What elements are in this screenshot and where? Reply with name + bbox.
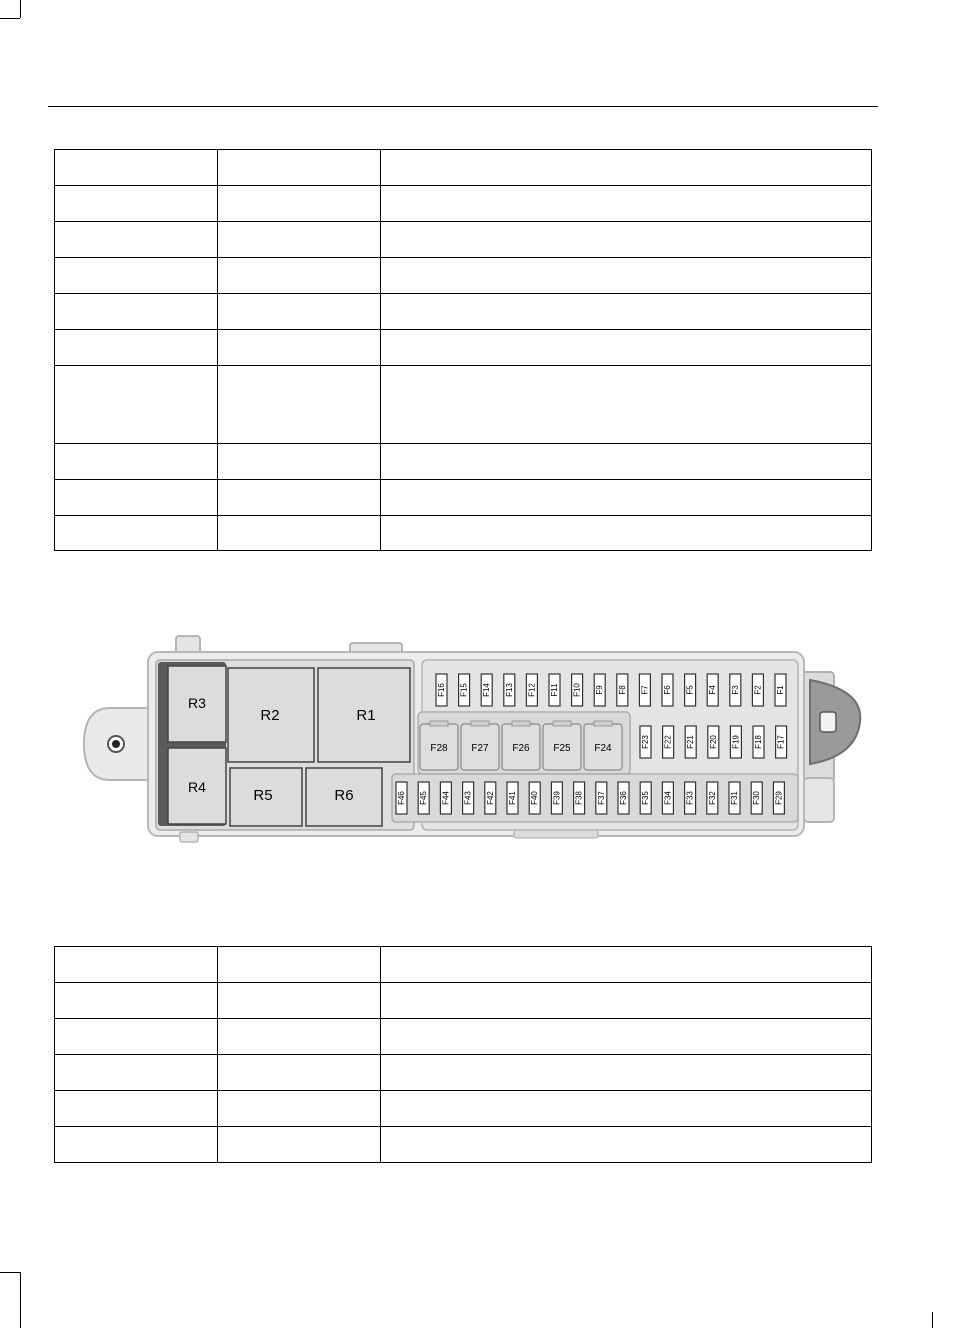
- fuse-label: F7: [640, 685, 650, 695]
- fuse-label: F25: [553, 743, 571, 754]
- fuse: [617, 674, 628, 706]
- right-foot: [804, 778, 834, 822]
- fuse-label: F44: [441, 791, 451, 805]
- table-row: [55, 516, 872, 551]
- fuse: [481, 674, 492, 706]
- fuse: [707, 782, 718, 814]
- table-cell: [55, 1127, 218, 1163]
- table-row: [55, 366, 872, 444]
- fuse: [685, 674, 696, 706]
- table-row: [55, 1055, 872, 1091]
- table-cell: [55, 1091, 218, 1127]
- fuse-large: [502, 721, 540, 770]
- table-cell: [381, 516, 872, 551]
- fuse-label: F14: [482, 683, 492, 697]
- fuse-label: F15: [459, 683, 469, 697]
- fuse: [436, 674, 447, 706]
- fuse-label: F32: [707, 791, 717, 805]
- fuse: [418, 782, 429, 814]
- fuse-label: F40: [530, 791, 540, 805]
- table-cell: [55, 258, 218, 294]
- fuse-label: F23: [641, 735, 650, 749]
- fuse-label: F18: [754, 735, 763, 749]
- table-cell: [55, 294, 218, 330]
- table-cell: [218, 258, 381, 294]
- table-cell: [55, 150, 218, 186]
- fuse-label: F46: [397, 791, 406, 805]
- fuse-label: F35: [641, 791, 651, 805]
- fuse: [708, 726, 719, 758]
- fuse-label: F31: [730, 791, 739, 805]
- fuse: [751, 782, 762, 814]
- table-row: [55, 480, 872, 516]
- table-row: [55, 222, 872, 258]
- relay-r4: [168, 748, 226, 824]
- fuse-label: F28: [430, 743, 448, 754]
- bottom-clip: [514, 830, 598, 838]
- fuse-label: F21: [686, 735, 696, 749]
- crop-mark: [0, 18, 20, 19]
- fuse: [685, 726, 696, 758]
- table-cell: [381, 222, 872, 258]
- fuse: [639, 674, 650, 706]
- fuse-label: F5: [685, 685, 695, 695]
- fuse: [707, 674, 718, 706]
- fuse-label: F24: [594, 743, 612, 754]
- fuse-label: F34: [663, 791, 673, 805]
- fuse-table-top: [54, 149, 872, 551]
- table-cell: [55, 983, 218, 1019]
- fuse-label: F12: [527, 683, 537, 697]
- fuse-label: F27: [471, 743, 489, 754]
- table-cell: [55, 444, 218, 480]
- fuse: [463, 782, 474, 814]
- fuse: [685, 782, 696, 814]
- crop-mark: [0, 1272, 20, 1273]
- table-cell: [381, 330, 872, 366]
- table-cell: [55, 1055, 218, 1091]
- fuse-table-bottom: [54, 946, 872, 1163]
- table-cell: [218, 444, 381, 480]
- table-cell: [218, 983, 381, 1019]
- fuse-label: F33: [685, 791, 695, 805]
- table-row: [55, 983, 872, 1019]
- fuse: [440, 782, 451, 814]
- relay-label: R6: [334, 787, 354, 804]
- fuse-label: F43: [463, 791, 473, 805]
- relay-label: R1: [356, 707, 376, 724]
- relay-r3: [168, 666, 226, 742]
- fuse-label: F20: [708, 735, 718, 749]
- crop-mark: [20, 0, 21, 18]
- fuse-label: F17: [776, 735, 786, 749]
- crop-mark: [20, 1272, 21, 1328]
- fuse: [549, 674, 560, 706]
- fuse-label: F26: [512, 743, 530, 754]
- fuse: [594, 674, 605, 706]
- fuse: [459, 674, 470, 706]
- fuse: [662, 674, 673, 706]
- table-cell: [381, 947, 872, 983]
- table-cell: [218, 222, 381, 258]
- table-cell: [55, 480, 218, 516]
- fuse: [507, 782, 518, 814]
- fuse: [572, 674, 583, 706]
- fuse: [773, 782, 784, 814]
- relay-r6: [306, 768, 382, 826]
- table-row: [55, 947, 872, 983]
- table-cell: [55, 516, 218, 551]
- fuse-label: F42: [485, 791, 495, 805]
- fuse-label: F11: [550, 683, 559, 697]
- table-row: [55, 1127, 872, 1163]
- fuse-label: F36: [619, 791, 628, 805]
- fuse-label: F37: [596, 791, 606, 805]
- table-cell: [381, 1091, 872, 1127]
- fuse: [396, 782, 407, 814]
- fuse-label: F22: [663, 735, 673, 749]
- table-row: [55, 150, 872, 186]
- table-row: [55, 294, 872, 330]
- fuse-label: F9: [595, 685, 605, 695]
- table-cell: [218, 1055, 381, 1091]
- table-cell: [218, 1127, 381, 1163]
- fuse: [618, 782, 629, 814]
- table-cell: [218, 947, 381, 983]
- fuse: [640, 726, 651, 758]
- fuse-label: F6: [663, 685, 672, 695]
- fuse: [663, 726, 674, 758]
- fuse-row-large: [420, 721, 622, 770]
- bottom-tab: [180, 832, 198, 842]
- fuse: [775, 674, 786, 706]
- relay-label: R5: [253, 787, 273, 804]
- table-cell: [218, 366, 381, 444]
- fuse-label: F8: [617, 685, 627, 695]
- fuse: [730, 674, 741, 706]
- table-cell: [55, 1019, 218, 1055]
- fuse-label: F4: [708, 685, 718, 695]
- table-cell: [381, 1127, 872, 1163]
- table-cell: [218, 186, 381, 222]
- relay-r2: [228, 668, 314, 762]
- fuse-box-diagram: [76, 628, 866, 848]
- crop-mark: [932, 1312, 933, 1328]
- fuse-label: F13: [504, 683, 514, 697]
- fuse-label: F16: [437, 683, 446, 697]
- table-cell: [55, 330, 218, 366]
- fuse-label: F1: [776, 685, 785, 695]
- fuse: [640, 782, 651, 814]
- fuse-label: F3: [730, 685, 740, 695]
- header-rule: [48, 106, 878, 107]
- table-cell: [218, 516, 381, 551]
- fuse: [753, 726, 764, 758]
- table-row: [55, 1091, 872, 1127]
- fuse-large: [461, 721, 499, 770]
- table-cell: [381, 1055, 872, 1091]
- table-cell: [55, 186, 218, 222]
- table-cell: [381, 150, 872, 186]
- relay-label: R3: [188, 695, 206, 711]
- table-cell: [218, 150, 381, 186]
- fuse-label: F45: [419, 791, 429, 805]
- fuse-label: F29: [774, 791, 784, 805]
- fuse-label: F10: [572, 683, 582, 697]
- fuse-label: F38: [574, 791, 584, 805]
- fuse: [551, 782, 562, 814]
- fuse-label: F19: [731, 735, 741, 749]
- fuse: [776, 726, 787, 758]
- fuse-label: F30: [752, 791, 762, 805]
- fuse: [574, 782, 585, 814]
- relay-label: R2: [260, 707, 280, 724]
- table-cell: [218, 294, 381, 330]
- fuse-large: [584, 721, 622, 770]
- table-cell: [55, 947, 218, 983]
- table-row: [55, 444, 872, 480]
- fuse-label: F41: [508, 791, 517, 805]
- fuse: [529, 782, 540, 814]
- fuse: [729, 782, 740, 814]
- table-row: [55, 258, 872, 294]
- table-cell: [381, 1019, 872, 1055]
- table-cell: [55, 222, 218, 258]
- table-cell: [218, 480, 381, 516]
- relay-label: R4: [188, 779, 206, 795]
- fuse: [596, 782, 607, 814]
- table-cell: [218, 1091, 381, 1127]
- mounting-hole-center: [112, 740, 120, 748]
- table-cell: [55, 366, 218, 444]
- fuse: [504, 674, 515, 706]
- fuse-label: F2: [753, 685, 763, 695]
- fuse-large: [420, 721, 458, 770]
- relay-r5: [230, 768, 302, 826]
- table-cell: [381, 480, 872, 516]
- table-cell: [218, 330, 381, 366]
- table-row: [55, 1019, 872, 1055]
- fuse: [662, 782, 673, 814]
- fuse: [752, 674, 763, 706]
- table-cell: [381, 294, 872, 330]
- table-cell: [218, 1019, 381, 1055]
- fuse: [526, 674, 537, 706]
- fuse-label: F39: [552, 791, 562, 805]
- fuse-large: [543, 721, 581, 770]
- table-row: [55, 186, 872, 222]
- relay-r1: [318, 668, 410, 762]
- table-cell: [381, 258, 872, 294]
- fuse: [730, 726, 741, 758]
- table-row: [55, 330, 872, 366]
- table-cell: [381, 186, 872, 222]
- table-cell: [381, 366, 872, 444]
- table-cell: [381, 983, 872, 1019]
- fuse: [485, 782, 496, 814]
- table-cell: [381, 444, 872, 480]
- connector-latch: [820, 712, 836, 732]
